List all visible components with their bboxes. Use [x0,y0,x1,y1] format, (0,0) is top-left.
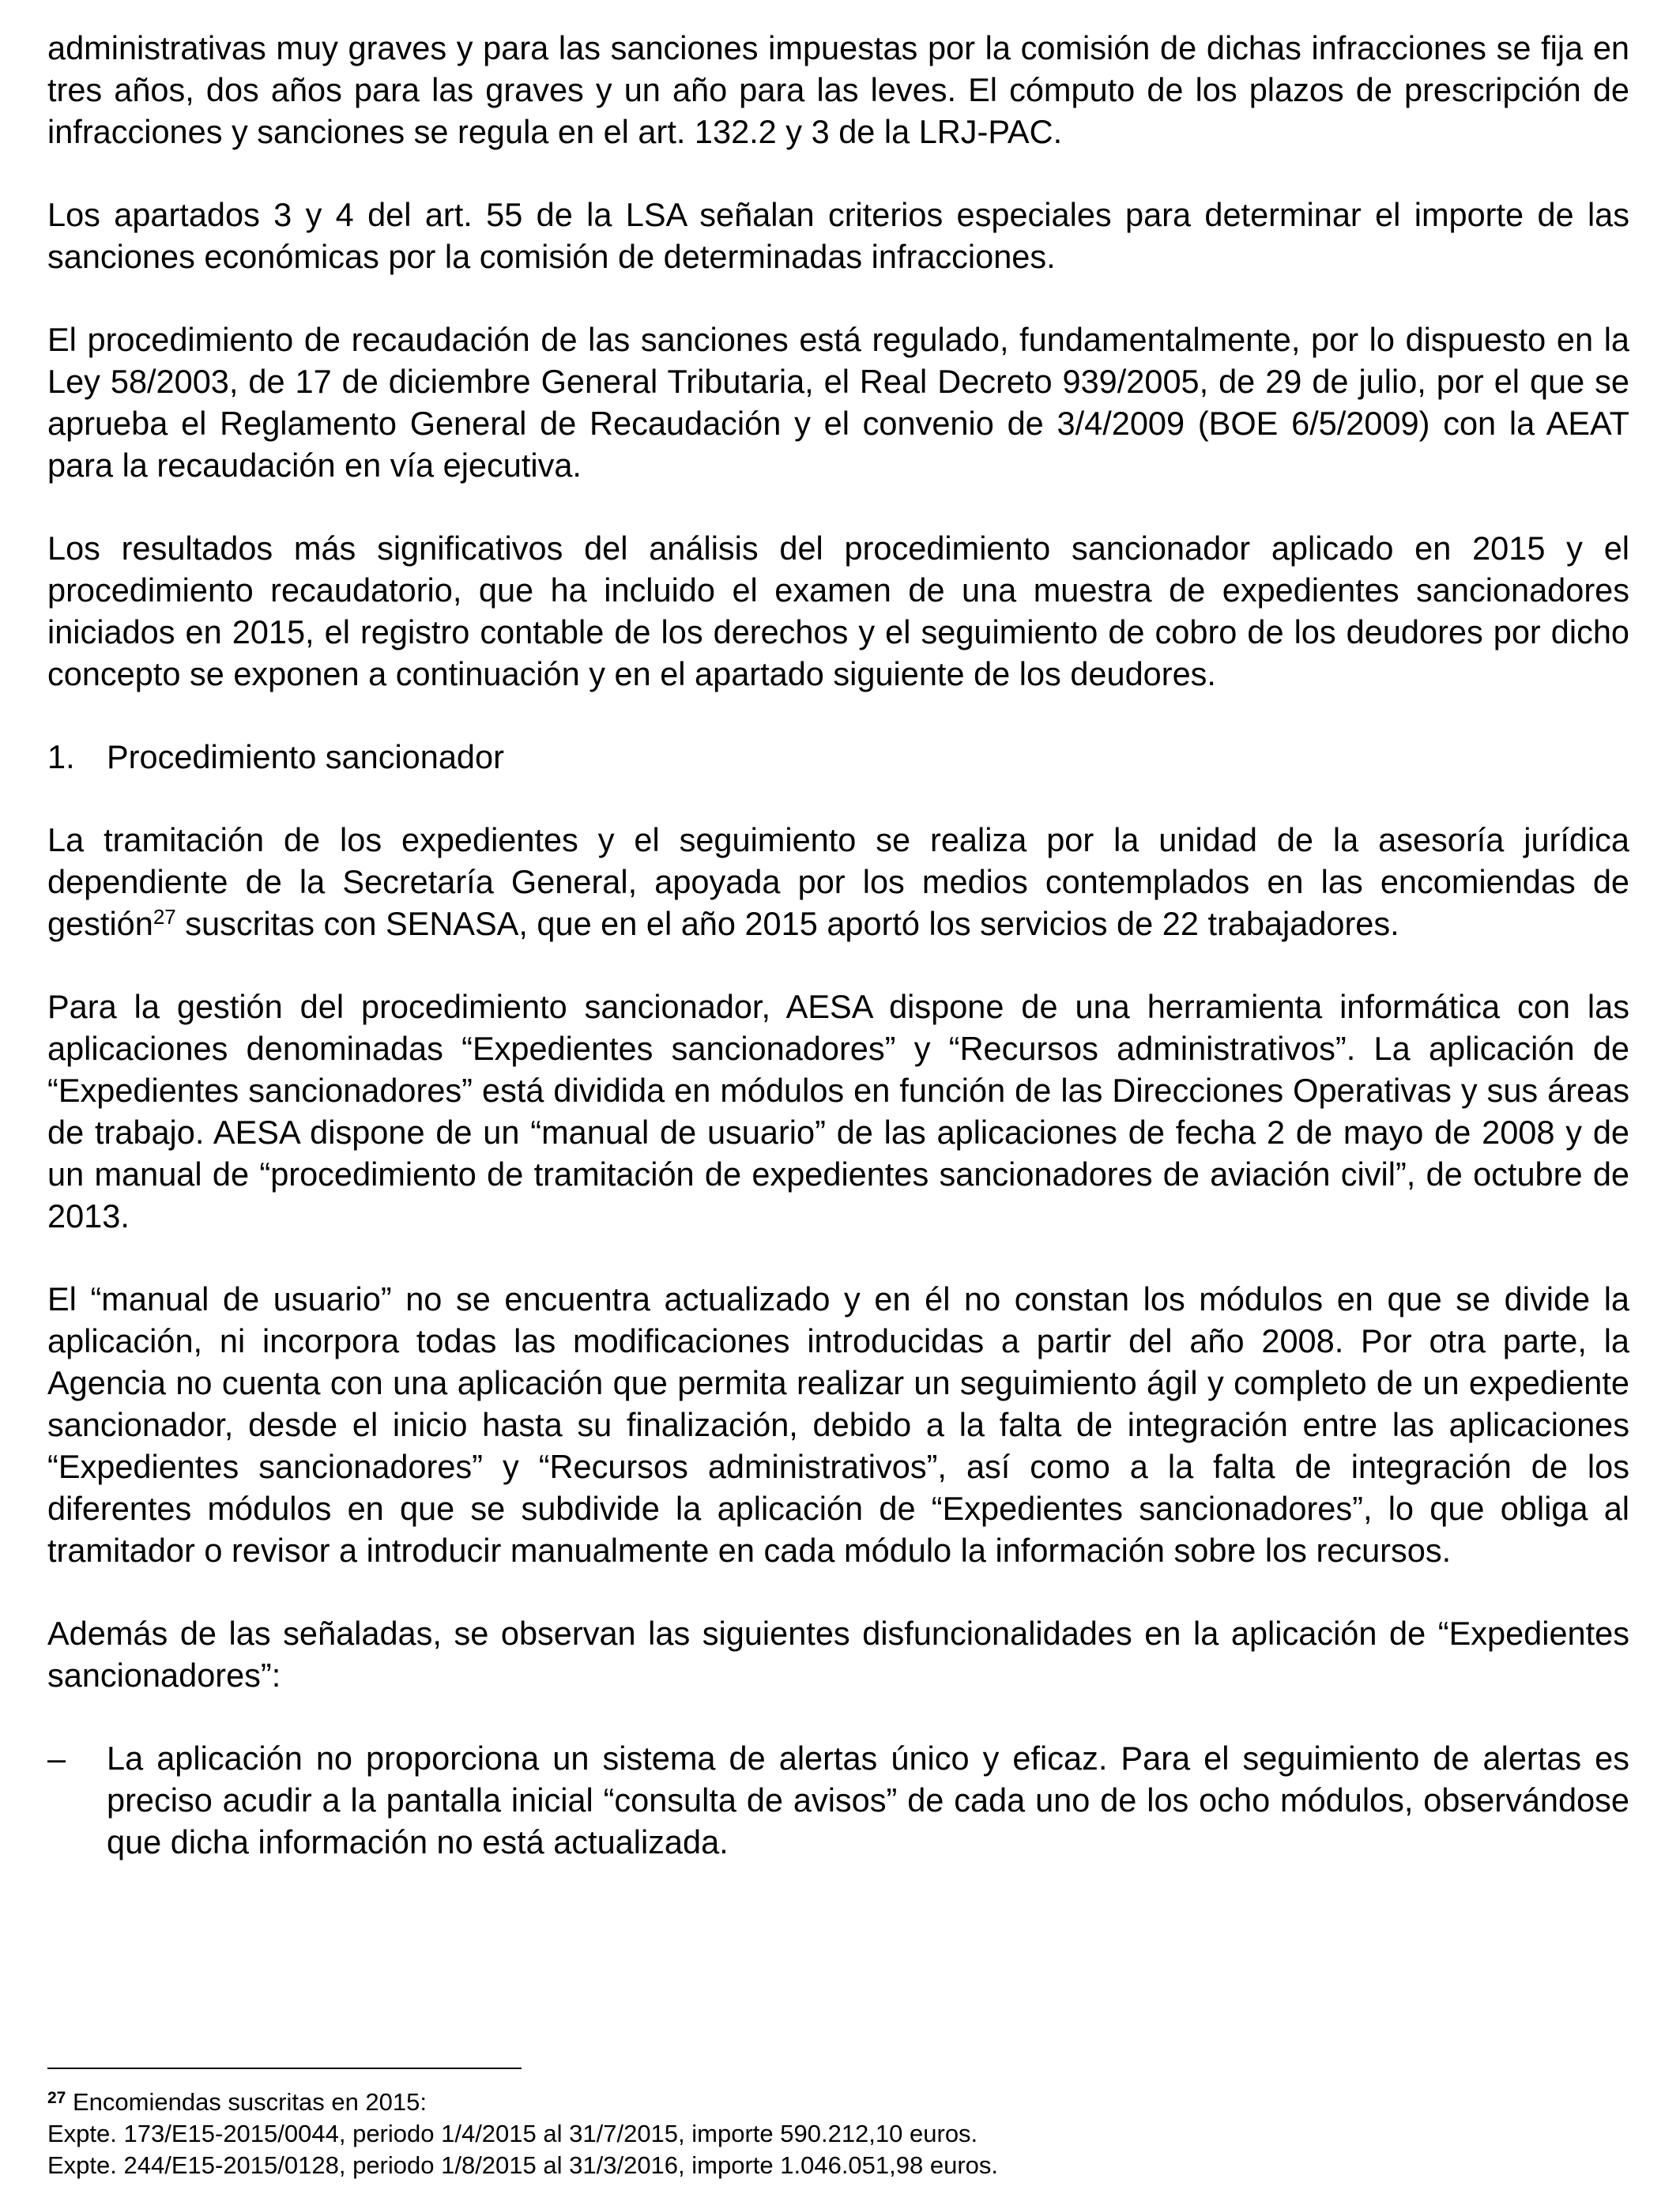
paragraph-prescripcion: administrativas muy graves y para las sanciones impuestas por la comisión de dichas infracciones se fija en tres años, dos años para las graves y un año para las leves. El cómputo de los plazos de prescripción de infracciones y sanciones se regula en el art. 132.2 y 3 de la LRJ-PAC. [47,29,1629,150]
footnote-heading [47,2087,1629,2118]
paragraph-disfuncionalidades: Además de las señaladas, se observan las siguientes disfuncionalidades en la aplicación de “Expedientes sancionadores”: [47,1615,1629,1694]
tramitacion-text-start: La tramitación de los expedientes y el seguimiento se realiza por la unidad de la asesoría jurídica dependiente de la Secretaría General, apoyada por los medios contemplados en las encomiendas de gestión [47,821,1629,942]
footnote-reference: 27 [153,905,176,929]
footnote-separator [47,2068,522,2069]
tramitacion-text-end: suscritas con SENASA, que en el año 2015 aportó los servicios de 22 trabajadores. [175,905,1399,942]
section-title: Procedimiento sancionador [107,738,504,775]
bullet-dash: – [47,1740,66,1777]
paragraph-resultados-analisis: Los resultados más significativos del análisis del procedimiento sancionador aplicado en 2015 y el procedimiento recaudatorio, que ha incluido el examen de una muestra de expedientes sancionadores iniciados en 2015, el registro contable de los derechos y el seguimiento de cobro de los deudores por dicho concepto se exponen a continuación y en el apartado siguiente de los deudores. [47,530,1629,692]
list-item [47,1737,1629,1863]
document-body [47,27,1629,1904]
section-heading [47,736,1629,778]
paragraph-criterios-sanciones: Los apartados 3 y 4 del art. 55 de la LSA señalan criterios especiales para determinar el importe de las sanciones económicas por la comisión de determinadas infracciones. [47,196,1629,275]
footnote-line: Expte. 244/E15-2015/0128, periodo 1/8/2015 al 31/3/2016, importe 1.046.051,98 euros. [47,2151,999,2179]
paragraph-tramitacion [47,819,1629,944]
bullet-text: La aplicación no proporciona un sistema de alertas único y eficaz. Para el seguimiento de alertas es preciso acudir a la pantalla inicial “consulta de avisos” de cada uno de los ocho módulos, observándose que dicha información no está actualizada. [107,1740,1629,1860]
paragraph-manual-usuario: El “manual de usuario” no se encuentra actualizado y en él no constan los módulos en que se divide la aplicación, ni incorpora todas las modificaciones introducidas a partir del año 2008. Por otra parte, la Agencia no cuenta con una aplicación que permita realizar un seguimiento ágil y completo de un expediente sancionador, desde el inicio hasta su finalización, debido a la falta de integración entre las aplicaciones “Expedientes sancionadores” y “Recursos administrativos”, así como a la falta de integración de los diferentes módulos en que se subdivide la aplicación de “Expedientes sancionadores”, lo que obliga al tramitador o revisor a introducir manualmente en cada módulo la información sobre los recursos. [47,1280,1629,1569]
paragraph-procedimiento-recaudacion: El procedimiento de recaudación de las sanciones está regulado, fundamentalmente, por lo dispuesto en la Ley 58/2003, de 17 de diciembre General Tributaria, el Real Decreto 939/2005, de 29 de julio, por el que se aprueba el Reglamento General de Recaudación y el convenio de 3/4/2009 (BOE 6/5/2009) con la AEAT para la recaudación en vía ejecutiva. [47,321,1629,484]
paragraph-herramienta-informatica: Para la gestión del procedimiento sancionador, AESA dispone de una herramienta informática con las aplicaciones denominadas “Expedientes sancionadores” y “Recursos administrativos”. La aplicación de “Expedientes sancionadores” está dividida en módulos en función de las Direcciones Operativas y sus áreas de trabajo. AESA dispone de un “manual de usuario” de las aplicaciones de fecha 2 de mayo de 2008 y de un manual de “procedimiento de tramitación de expedientes sancionadores de aviación civil”, de octubre de 2013. [47,988,1629,1235]
footnotes [47,2087,1629,2181]
section-number: 1. [47,738,75,775]
footnote-line: Expte. 173/E15-2015/0044, periodo 1/4/2015 al 31/7/2015, importe 590.212,10 euros. [47,2120,978,2147]
footnote-title: Encomiendas suscritas en 2015: [66,2088,428,2116]
footnote-number: 27 [47,2089,66,2107]
